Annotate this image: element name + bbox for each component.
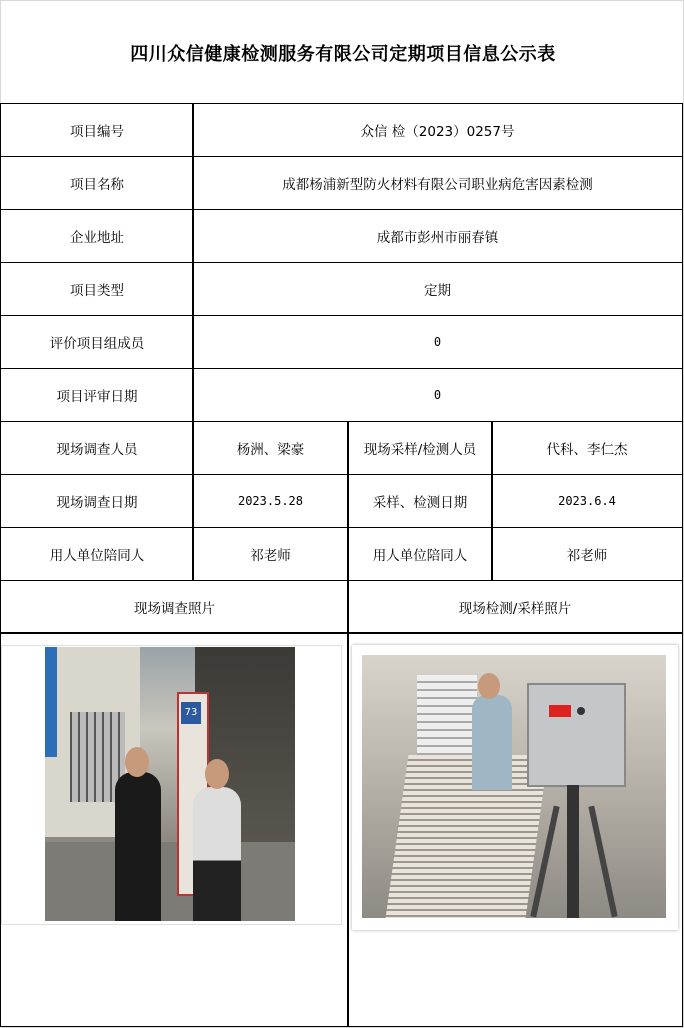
row-value: 代科、李仁杰 [491, 421, 683, 475]
row-label: 现场采样/检测人员 [347, 421, 493, 475]
row-label: 现场调查人员 [0, 421, 194, 475]
row-label: 用人单位陪同人 [0, 527, 194, 581]
row-label: 项目名称 [0, 156, 194, 210]
row-value: 成都市彭州市丽春镇 [192, 209, 683, 263]
row-label: 企业地址 [0, 209, 194, 263]
row-label: 项目类型 [0, 262, 194, 316]
row-label: 用人单位陪同人 [347, 527, 493, 581]
sampling-instrument [527, 683, 626, 787]
row-value: 2023.5.28 [192, 474, 349, 528]
page-title: 四川众信健康检测服务有限公司定期项目信息公示表 [130, 43, 556, 65]
row-label: 现场调查日期 [0, 474, 194, 528]
row-label: 采样、检测日期 [347, 474, 493, 528]
row-label: 项目编号 [0, 103, 194, 157]
sampling-photo-header: 现场检测/采样照片 [347, 580, 683, 634]
row-value: 定期 [192, 262, 683, 316]
row-value: 杨洲、梁豪 [192, 421, 349, 475]
row-value: 2023.6.4 [491, 474, 683, 528]
row-label: 评价项目组成员 [0, 315, 194, 369]
survey-photo [45, 647, 295, 921]
sampling-photo [362, 655, 666, 918]
row-value: 成都杨浦新型防火材料有限公司职业病危害因素检测 [192, 156, 683, 210]
survey-photo-header: 现场调查照片 [0, 580, 349, 634]
row-value: 众信 检（2023）0257号 [192, 103, 683, 157]
row-value: 祁老师 [491, 527, 683, 581]
row-label: 项目评审日期 [0, 368, 194, 422]
sign-number: 73 [181, 702, 201, 724]
row-value: 0 [192, 315, 683, 369]
row-value: 祁老师 [192, 527, 349, 581]
row-value: 0 [192, 368, 683, 422]
